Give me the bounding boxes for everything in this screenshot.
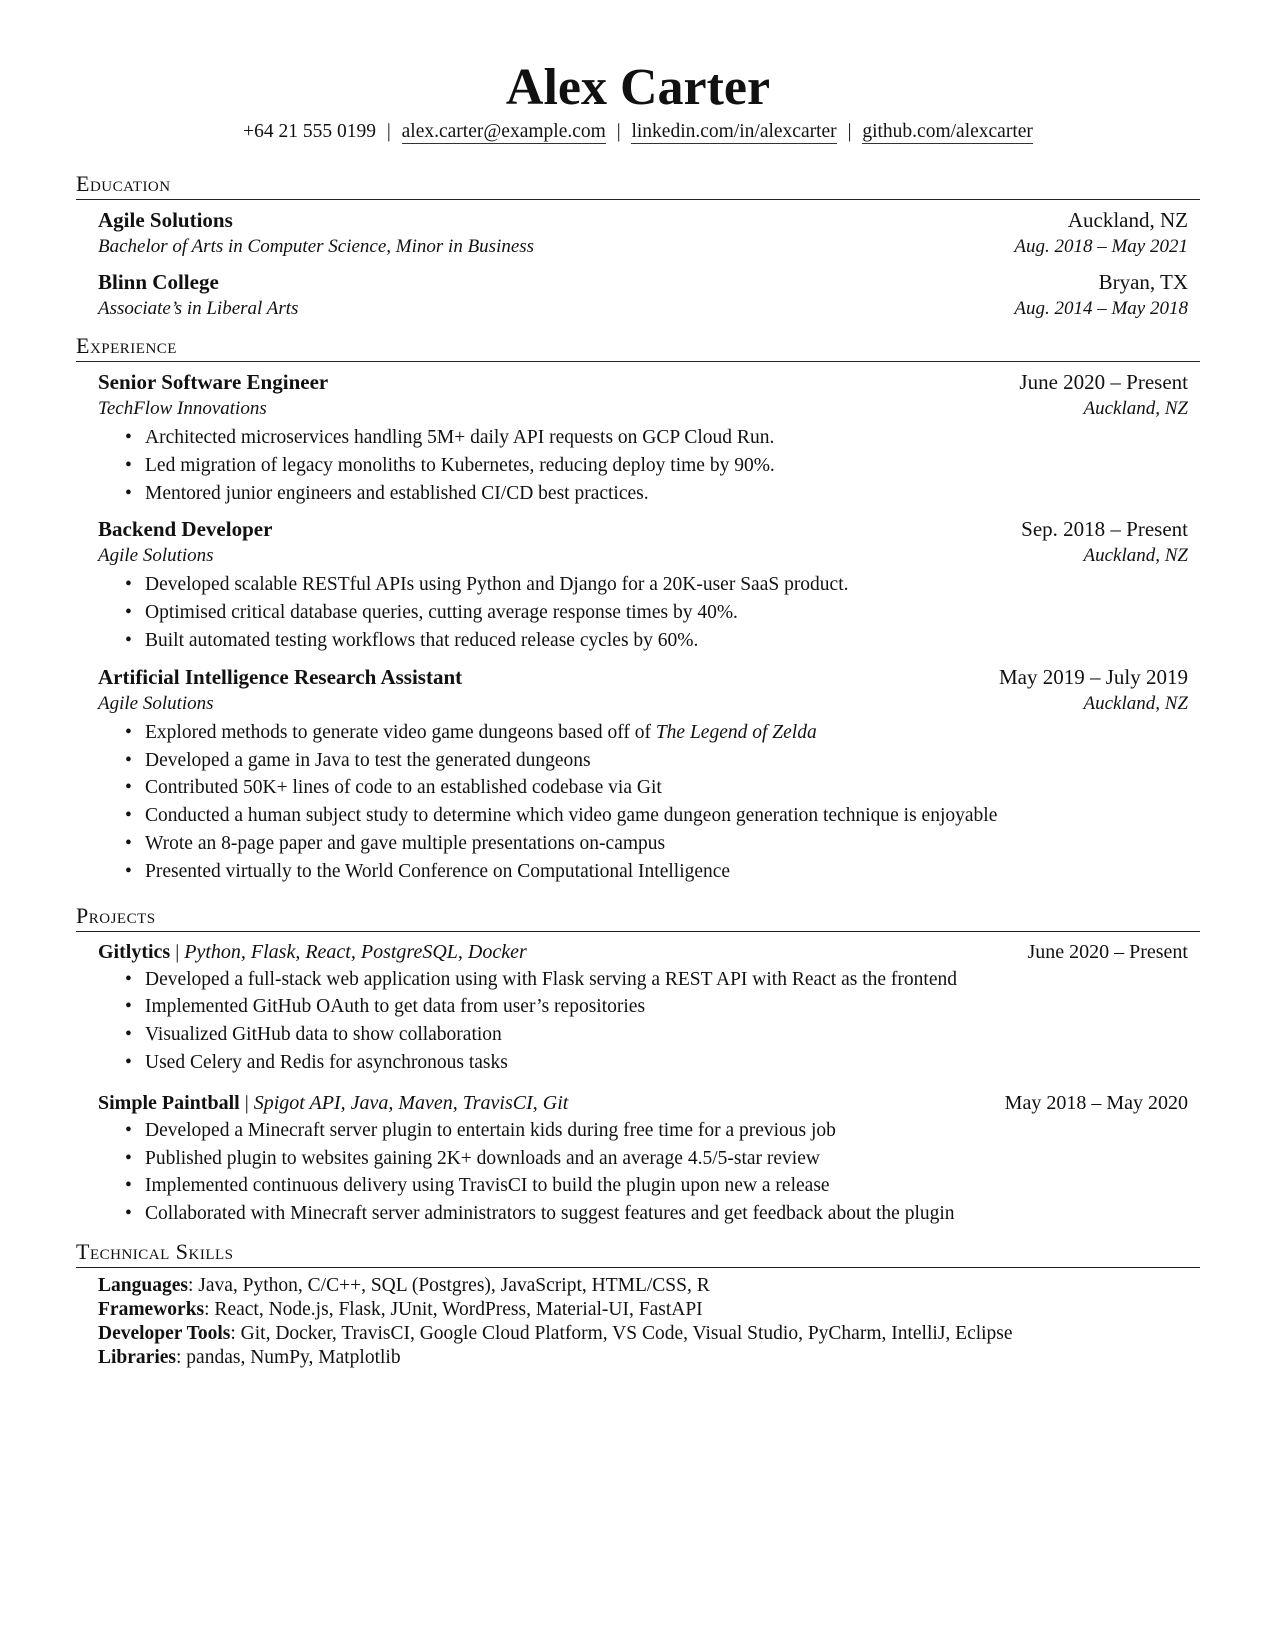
skill-line xyxy=(98,1274,1200,1298)
skill-label: Languages xyxy=(98,1274,188,1296)
list-item: • Developed a full-stack web application using with Flask serving a REST API with React as the frontend xyxy=(145,966,1188,994)
phone-number: +64 21 555 0199 xyxy=(243,121,376,142)
education-dates: Aug. 2014 – May 2018 xyxy=(1014,298,1188,319)
list-item: • Wrote an 8-page paper and gave multiple presentations on-campus xyxy=(145,830,1188,858)
list-item: • Contributed 50K+ lines of code to an established codebase via Git xyxy=(145,774,1188,802)
list-item: • Conducted a human subject study to determine which video game dungeon generation technique is enjoyable xyxy=(145,802,1188,830)
project-name: Gitlytics xyxy=(98,940,171,963)
project-tech: Spigot API, Java, Maven, TravisCI, Git xyxy=(253,1091,569,1114)
section-title-projects: Projects xyxy=(76,902,1200,932)
separator: | xyxy=(386,121,391,142)
list-item: • Optimised critical database queries, cutting average response times by 40%. xyxy=(145,599,1188,627)
contact-line xyxy=(76,118,1200,146)
job-dates: June 2020 – Present xyxy=(1019,370,1188,394)
skill-label: Developer Tools xyxy=(98,1322,231,1344)
list-item xyxy=(145,719,1188,747)
education-entry xyxy=(98,206,1188,260)
skill-value: : pandas, NumPy, Matplotlib xyxy=(176,1346,401,1368)
education-dates: Aug. 2018 – May 2021 xyxy=(1014,236,1188,257)
project-heading xyxy=(98,1089,568,1117)
job-title: Artificial Intelligence Research Assistant xyxy=(98,664,463,689)
bullet-list xyxy=(98,1117,1188,1228)
separator: | xyxy=(616,121,621,142)
projects-list xyxy=(76,938,1200,1228)
education-list xyxy=(76,206,1200,322)
list-item: • Visualized GitHub data to show collaboration xyxy=(145,1021,1188,1049)
company-name: Agile Solutions xyxy=(98,692,214,714)
linkedin-link[interactable]: linkedin.com/in/alexcarter xyxy=(631,121,837,142)
bullet-list xyxy=(98,424,1188,507)
job-dates: May 2019 – July 2019 xyxy=(999,664,1188,689)
list-item: • Implemented GitHub OAuth to get data from user’s repositories xyxy=(145,993,1188,1021)
github-link[interactable]: github.com/alexcarter xyxy=(862,121,1033,142)
bullet-list xyxy=(98,966,1188,1077)
experience-entry xyxy=(98,515,1188,654)
skill-value: : React, Node.js, Flask, JUnit, WordPress, Material-UI, FastAPI xyxy=(204,1298,703,1320)
project-name: Simple Paintball xyxy=(98,1091,240,1114)
skill-line xyxy=(98,1298,1200,1322)
list-item: • Developed a Minecraft server plugin to entertain kids during free time for a previous job xyxy=(145,1117,1188,1145)
email-link[interactable]: alex.carter@example.com xyxy=(401,121,606,142)
school-name: Blinn College xyxy=(98,270,219,294)
list-item: • Mentored junior engineers and established CI/CD best practices. xyxy=(145,480,1188,508)
separator: | xyxy=(175,940,180,963)
game-title: The Legend of Zelda xyxy=(655,721,817,743)
separator: | xyxy=(244,1091,249,1114)
experience-entry xyxy=(98,663,1188,886)
skill-line xyxy=(98,1322,1200,1346)
project-tech: Python, Flask, React, PostgreSQL, Docker xyxy=(184,940,527,963)
bullet-list xyxy=(98,719,1188,886)
resume-header xyxy=(76,58,1200,146)
list-item: • Developed a game in Java to test the generated dungeons xyxy=(145,747,1188,775)
experience-entry xyxy=(98,368,1188,507)
job-location: Auckland, NZ xyxy=(1083,398,1188,419)
job-location: Auckland, NZ xyxy=(1083,545,1188,567)
list-item: • Collaborated with Minecraft server administrators to suggest features and get feedback about the plugin xyxy=(145,1200,1188,1228)
list-item: • Implemented continuous delivery using TravisCI to build the plugin upon new a release xyxy=(145,1172,1188,1200)
list-item: • Built automated testing workflows that reduced release cycles by 60%. xyxy=(145,627,1188,655)
degree: Bachelor of Arts in Computer Science, Minor in Business xyxy=(98,236,535,257)
school-location: Bryan, TX xyxy=(1098,270,1188,294)
skills-list xyxy=(76,1274,1200,1370)
skill-label: Frameworks xyxy=(98,1298,205,1320)
project-entry xyxy=(98,938,1188,1077)
list-item: • Architected microservices handling 5M+ daily API requests on GCP Cloud Run. xyxy=(145,424,1188,452)
skill-value: : Git, Docker, TravisCI, Google Cloud Platform, VS Code, Visual Studio, PyCharm, IntelliJ, Eclipse xyxy=(230,1322,1013,1344)
section-title-skills: Technical Skills xyxy=(76,1238,1200,1268)
section-title-experience: Experience xyxy=(76,332,1200,362)
degree: Associate’s in Liberal Arts xyxy=(98,298,299,319)
job-location: Auckland, NZ xyxy=(1083,692,1188,714)
candidate-name: Alex Carter xyxy=(505,59,771,116)
list-item: • Published plugin to websites gaining 2K+ downloads and an average 4.5/5-star review xyxy=(145,1145,1188,1173)
skill-label: Libraries xyxy=(98,1346,176,1368)
skill-line xyxy=(98,1346,1200,1370)
education-entry xyxy=(98,268,1188,322)
bullet-text: Explored methods to generate video game dungeons based off of xyxy=(145,721,656,743)
experience-list xyxy=(76,368,1200,886)
job-title: Senior Software Engineer xyxy=(98,370,329,394)
project-entry xyxy=(98,1089,1188,1228)
resume-page xyxy=(76,58,1200,1370)
list-item: • Developed scalable RESTful APIs using Python and Django for a 20K-user SaaS product. xyxy=(145,571,1188,599)
list-item: • Used Celery and Redis for asynchronous tasks xyxy=(145,1049,1188,1077)
company-name: TechFlow Innovations xyxy=(98,398,267,419)
list-item: • Led migration of legacy monoliths to Kubernetes, reducing deploy time by 90%. xyxy=(145,452,1188,480)
bullet-list xyxy=(98,571,1188,654)
school-name: Agile Solutions xyxy=(98,208,233,232)
project-dates: June 2020 – Present xyxy=(1027,940,1188,963)
job-dates: Sep. 2018 – Present xyxy=(1021,517,1188,542)
section-title-education: Education xyxy=(76,170,1200,200)
company-name: Agile Solutions xyxy=(98,545,214,567)
job-title: Backend Developer xyxy=(98,517,273,542)
project-heading xyxy=(98,938,527,966)
school-location: Auckland, NZ xyxy=(1067,208,1188,232)
skill-value: : Java, Python, C/C++, SQL (Postgres), JavaScript, HTML/CSS, R xyxy=(187,1274,710,1296)
project-dates: May 2018 – May 2020 xyxy=(1004,1091,1188,1114)
list-item: • Presented virtually to the World Conference on Computational Intelligence xyxy=(145,858,1188,886)
separator: | xyxy=(847,121,852,142)
